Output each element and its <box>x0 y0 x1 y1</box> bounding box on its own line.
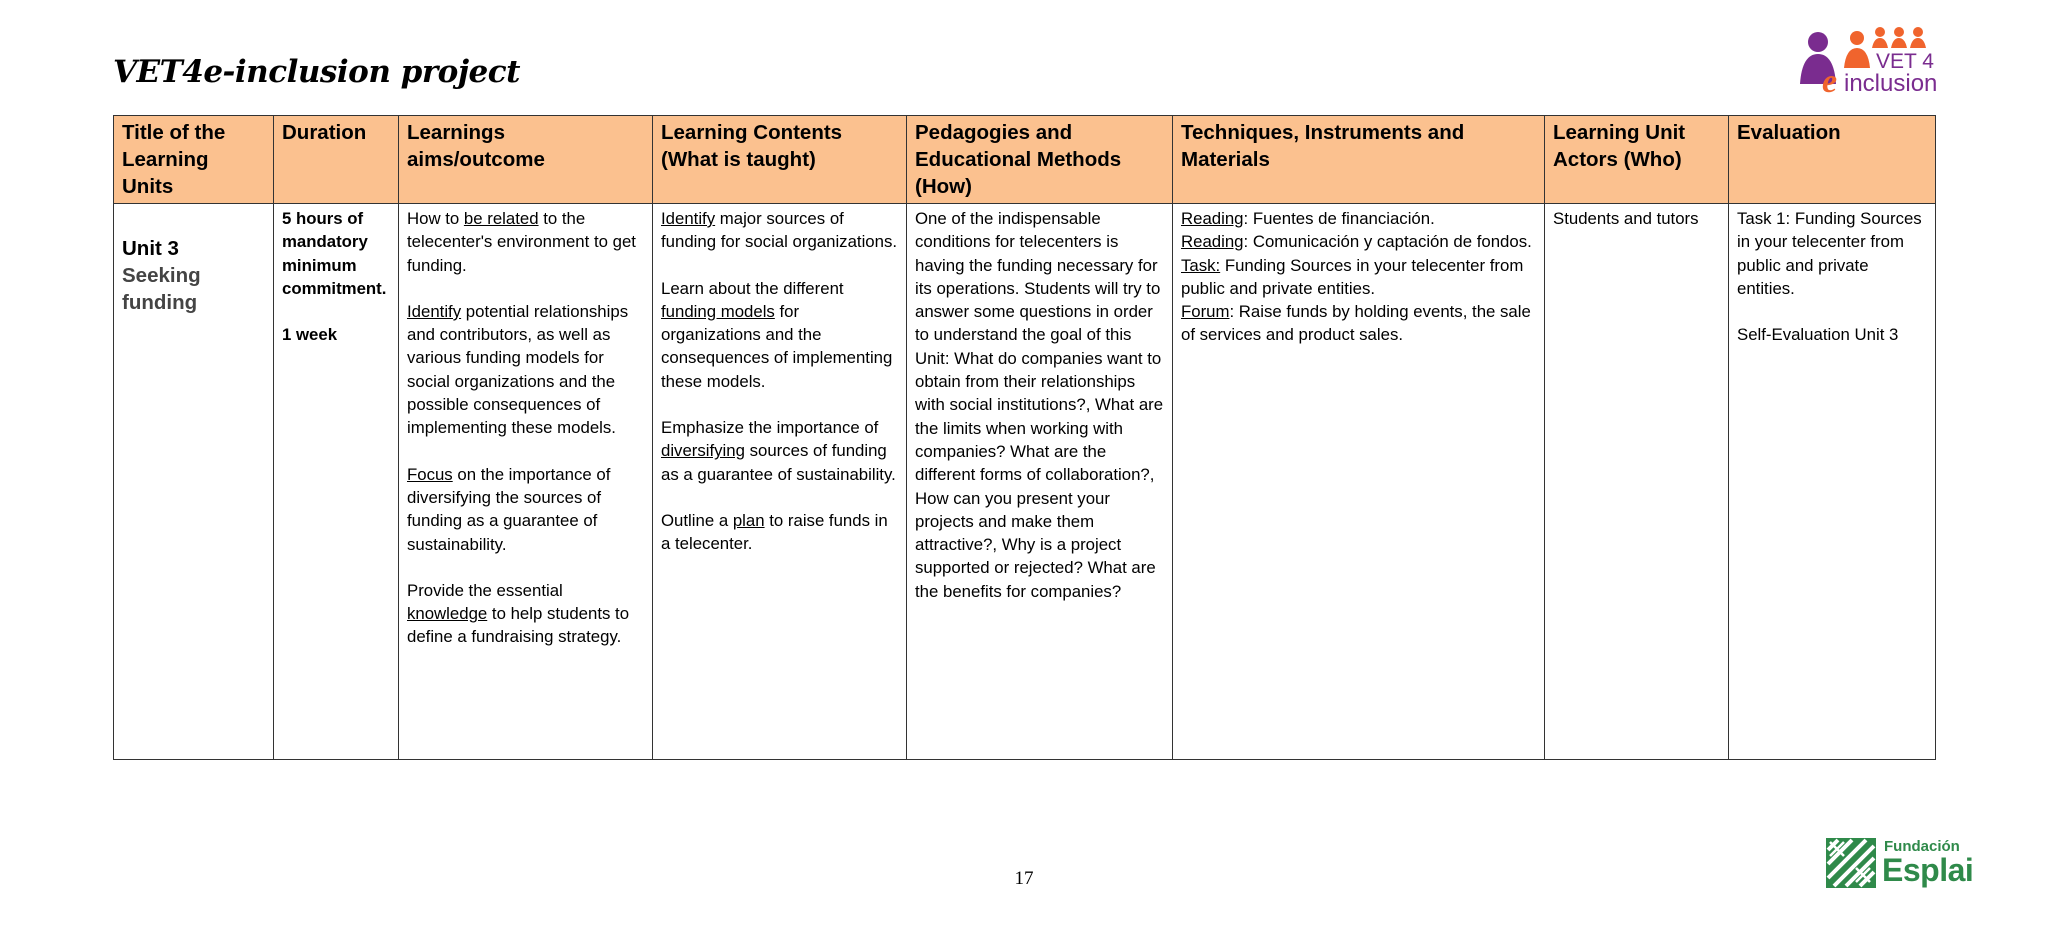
header-actors: Learning Unit Actors (Who) <box>1545 116 1729 204</box>
unit-name: Seeking funding <box>122 264 201 314</box>
esplai-logo-big: Esplai <box>1882 852 1974 888</box>
duration-weeks: 1 week <box>282 325 338 345</box>
learning-units-table <box>113 115 1936 760</box>
logo-text-vet4: VET 4 <box>1876 50 1934 73</box>
evaluation-cell <box>1729 204 1936 760</box>
unit-label: Unit 3 <box>122 237 179 260</box>
table-row <box>114 204 1936 760</box>
header-techniques: Techniques, Instruments and Materials <box>1173 116 1545 204</box>
evaluation-item: Task 1: Funding Sources in your telecenter from public and private entities. <box>1737 209 1922 298</box>
duration-cell <box>274 204 399 760</box>
header-title: Title of the Learning Units <box>114 116 274 204</box>
unit-title-cell <box>114 204 274 760</box>
page-number: 17 <box>1014 868 1034 889</box>
actors-cell: Students and tutors <box>1545 204 1729 760</box>
document-title: VET4e-inclusion project <box>113 54 520 90</box>
aim-item: How to be related to the telecenter's environment to get funding. <box>407 209 636 275</box>
aim-item: Focus on the importance of diversifying the sources of funding as a guarantee of sustainability. <box>407 464 611 554</box>
table-header-row <box>114 116 1936 204</box>
aims-cell <box>399 204 653 760</box>
esplai-logo-small: Fundación <box>1884 838 1960 855</box>
logo-text-inclusion: inclusion <box>1844 70 1938 96</box>
duration-hours: 5 hours of mandatory minimum commitment. <box>282 209 387 298</box>
pedagogies-cell: One of the indispensable conditions for telecenters is having the funding necessary for its operations. Students will try to answer some questions in order to understand the goal of this Unit: What do companies want to obtain from their relationships with social institutions?, What are the limits when working with companies? What are the different forms of collaboration?, How can you present your projects and make them attractive?, Why is a project supported or rejected? What are the benefits for companies? <box>907 204 1173 760</box>
technique-item: Forum: Raise funds by holding events, the sale of services and product sales. <box>1181 302 1531 345</box>
header-pedagogies: Pedagogies and Educational Methods (How) <box>907 116 1173 204</box>
techniques-cell <box>1173 204 1545 760</box>
header-evaluation: Evaluation <box>1729 116 1936 204</box>
logo-figure-head <box>1808 32 1828 52</box>
vet4e-inclusion-logo <box>1796 24 1940 96</box>
header-duration: Duration <box>274 116 399 204</box>
technique-item: Task: Funding Sources in your telecenter from public and private entities. <box>1181 255 1524 298</box>
fundacion-esplai-logo <box>1826 836 1974 890</box>
esplai-mark-icon <box>1826 838 1876 888</box>
evaluation-item: Self-Evaluation Unit 3 <box>1737 325 1899 345</box>
content-item: Learn about the different funding models for organizations and the consequences of implementing these models. <box>661 278 893 391</box>
content-item: Outline a plan to raise funds in a telecenter. <box>661 510 888 554</box>
header-contents: Learning Contents (What is taught) <box>653 116 907 204</box>
header-aims: Learnings aims/outcome <box>399 116 653 204</box>
technique-item: Reading: Fuentes de financiación. <box>1181 209 1435 228</box>
content-item: Identify major sources of funding for social organizations. <box>661 209 898 252</box>
technique-item: Reading: Comunicación y captación de fondos. <box>1181 232 1532 252</box>
logo-text-e: e <box>1822 63 1838 96</box>
aim-item: Provide the essential knowledge to help students to define a fundraising strategy. <box>407 580 630 647</box>
content-item: Emphasize the importance of diversifying sources of funding as a guarantee of sustainability. <box>661 418 896 484</box>
aim-item: Identify potential relationships and contributors, as well as various funding models for social organizations and the possible consequences of implementing these models. <box>407 301 629 438</box>
contents-cell <box>653 204 907 760</box>
